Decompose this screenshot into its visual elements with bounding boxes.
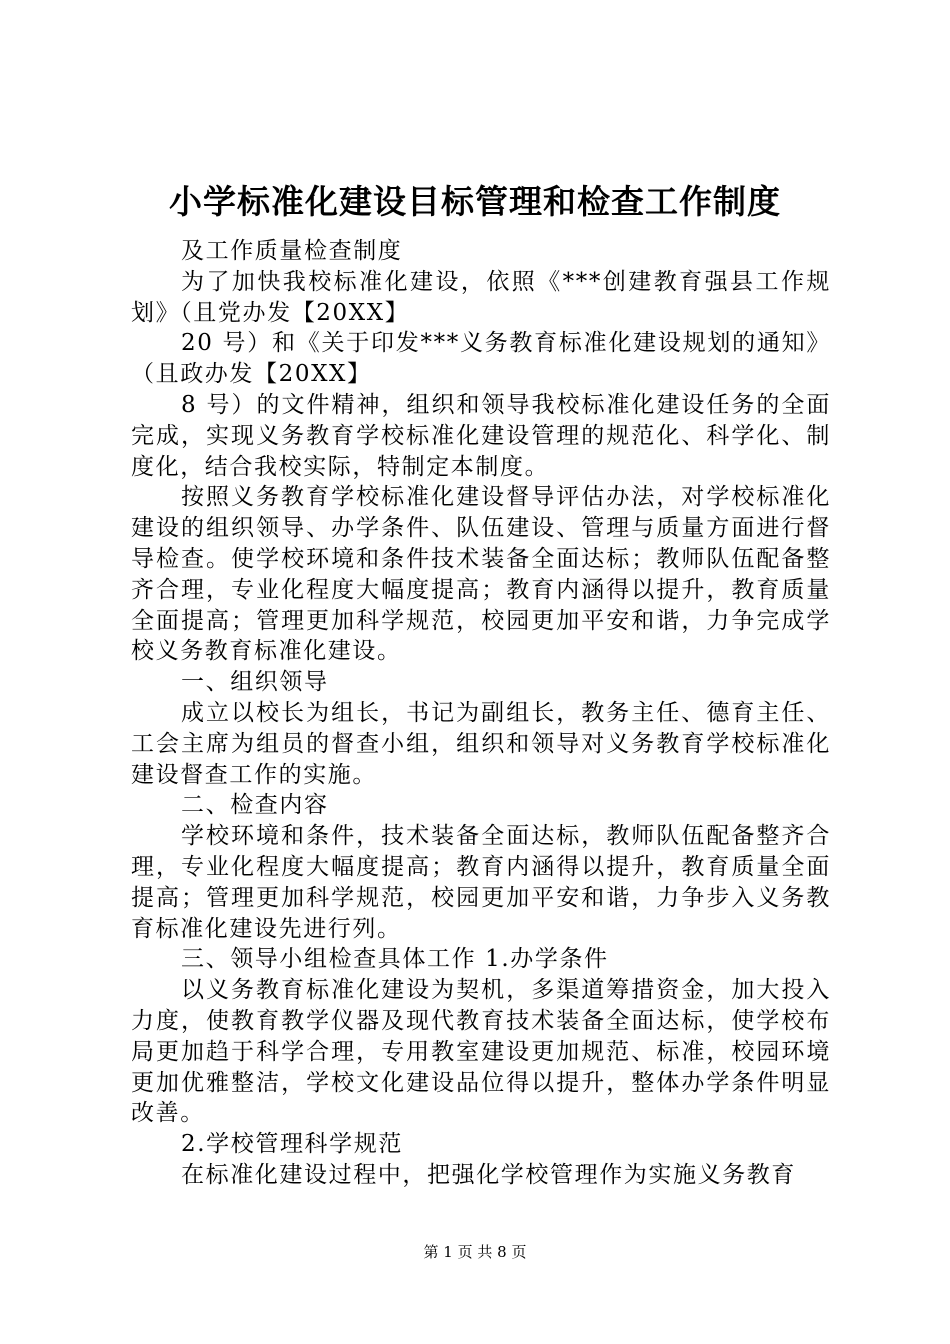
paragraph-subtitle: 及工作质量检查制度: [181, 238, 403, 264]
section-heading-management: 2.学校管理科学规范: [181, 1131, 403, 1158]
paragraph-intro: 为了加快我校标准化建设，依照《***创建教育强县工作规划》（且党办发【20XX】: [131, 268, 831, 326]
paragraph-conditions: 以义务教育标准化建设为契机，多渠道筹措资金，加大投入力度，使教育教学仪器及现代教育技术装备全面达标，使学校布局更加趋于科学合理，专用教室建设更加规范、标准，校园环境更加优雅整洁，学校文化建设品位得以提升，整体办学条件明显改善。: [131, 977, 831, 1127]
paragraph-organization: 成立以校长为组长，书记为副组长，教务主任、德育主任、工会主席为组员的督查小组，组织和领导对义务教育学校标准化建设督查工作的实施。: [131, 699, 831, 788]
document-body: [131, 236, 831, 1191]
page-footer: 第 1 页 共 8 页: [423, 1243, 527, 1261]
paragraph-inspection: 学校环境和条件，技术装备全面达标，教师队伍配备整齐合理，专业化程度大幅度提高；教育内涵得以提升，教育质量全面提高；管理更加科学规范，校园更加平安和谐，力争步入义务教育标准化建设先进行列。: [131, 823, 831, 942]
section-heading-inspection: 二、检查内容: [181, 792, 329, 819]
paragraph-goals: 按照义务教育学校标准化建设督导评估办法，对学校标准化建设的组织领导、办学条件、队伍建设、管理与质量方面进行督导检查。使学校环境和条件技术装备全面达标；教师队伍配备整齐合理，专业化程度大幅度提高；教育内涵得以提升，教育质量全面提高；管理更加科学规范，校园更加平安和谐，力争完成学校义务教育标准化建设。: [131, 484, 831, 665]
paragraph-intro-cont-2: 8 号）的文件精神，组织和领导我校标准化建设任务的全面完成，实现义务教育学校标准化建设管理的规范化、科学化、制度化，结合我校实际，特制定本制度。: [131, 391, 831, 480]
document-title: 小学标准化建设目标管理和检查工作制度: [169, 182, 781, 221]
section-heading-organization: 一、组织领导: [181, 669, 329, 696]
section-heading-tasks: 三、领导小组检查具体工作 1.办学条件: [181, 946, 609, 973]
paragraph-management: 在标准化建设过程中，把强化学校管理作为实施义务教育: [181, 1161, 796, 1188]
paragraph-intro-cont-1: 20 号）和《关于印发***义务教育标准化建设规划的通知》（且政办发【20XX】: [131, 330, 831, 388]
